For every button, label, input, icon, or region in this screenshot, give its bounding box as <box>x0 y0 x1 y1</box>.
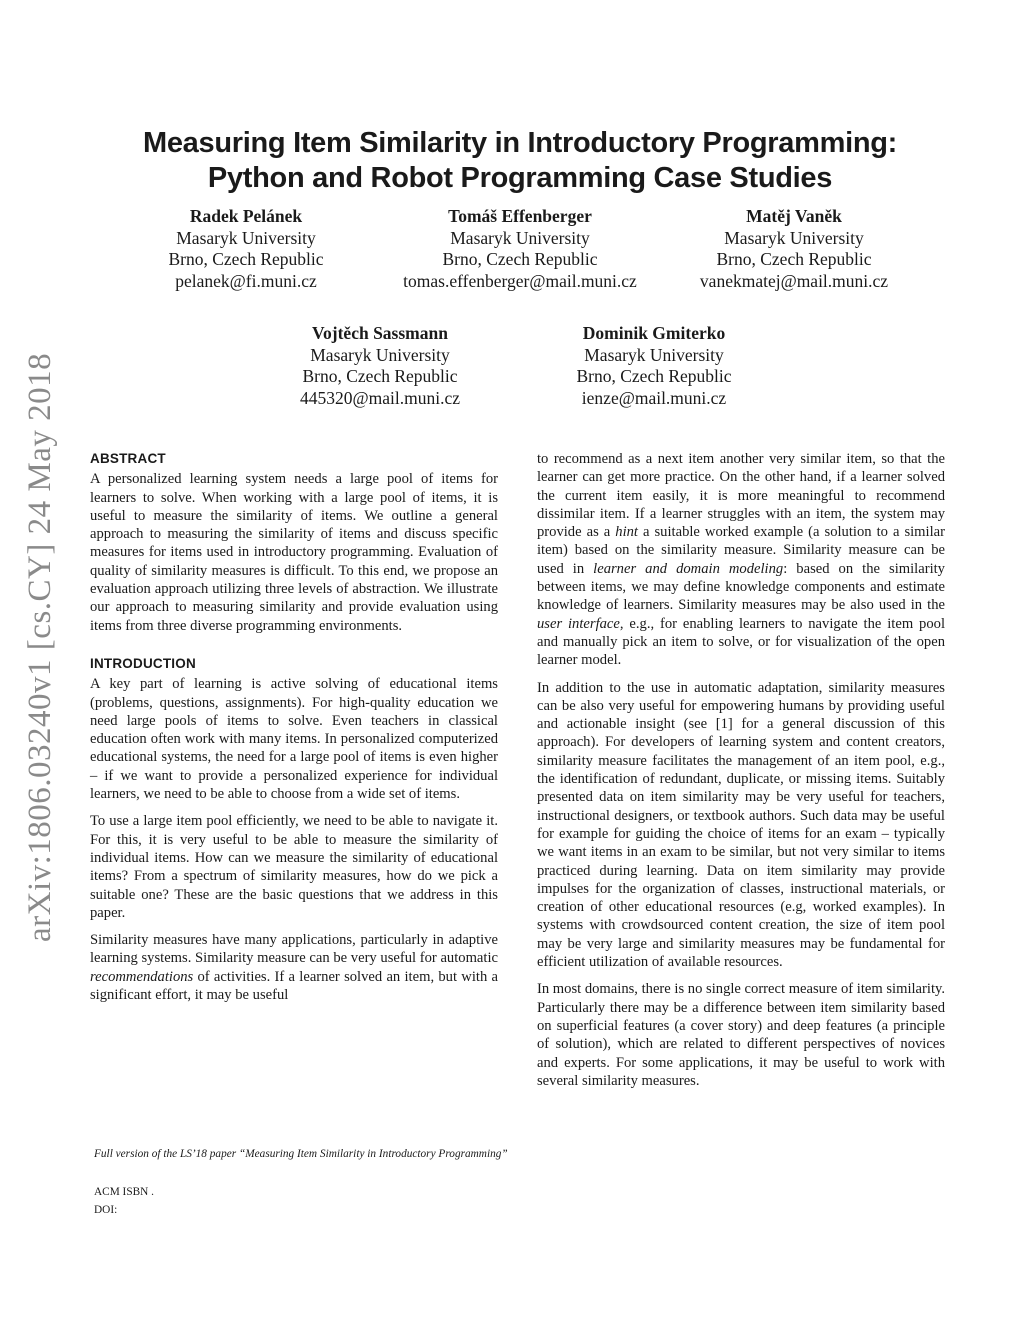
intro-paragraph-3: Similarity measures have many applications, particularly in adaptive learning systems. Similarity measure can be very useful for automatic recommendations of activities. If a learner solved an item, but with a significant effort, it may be useful <box>90 932 498 1004</box>
footnote: Full version of the LS’18 paper “Measuring Item Similarity in Introductory Programming” <box>94 1148 508 1160</box>
author-location: Brno, Czech Republic <box>302 366 458 386</box>
author-block <box>684 206 904 292</box>
emphasis-user-interface: user interface <box>537 615 620 632</box>
author-affiliation: Masaryk University <box>450 227 590 248</box>
author-name: Radek Pelánek <box>189 206 303 226</box>
author-affiliation: Masaryk University <box>724 227 864 248</box>
intro-paragraph-2: To use a large item pool efficiently, we need to be able to navigate it. For this, it is very useful to be able to measure the similarity of individual items. How can we measure the similarity of educational items? From a spectrum of similarity measures, how do we pick a suitable one? These are the basic questions that we address in this paper. <box>90 813 498 921</box>
author-email: 445320@mail.muni.cz <box>300 387 460 408</box>
intro-paragraph-4: to recommend as a next item another very similar item, so that the learner can get more practice. On the other hand, if a learner solved the current item easily, it is more meaningful to recommend dissimilar item. If a learner struggles with an item, the system may provide as a hint a suitable worked example (a solution to a similar item) based on the similarity measure. Similarity measure can be used in learner and domain modeling: based on the similarity between items, we may define knowledge components and estimate knowledge of learners. Similarity measures may be also used in the user interface, e.g., for enabling learners to navigate the item pool and manually pick an item to solve, or for visualization of the open learner model. <box>537 451 945 669</box>
acm-isbn: ACM ISBN . <box>94 1186 154 1198</box>
author-location: Brno, Czech Republic <box>576 366 732 386</box>
arxiv-stamp: arXiv:1806.03240v1 [cs.CY] 24 May 2018 <box>22 352 58 942</box>
author-name: Vojtěch Sassmann <box>312 323 448 343</box>
author-block <box>270 323 490 409</box>
author-affiliation: Masaryk University <box>310 344 450 365</box>
author-location: Brno, Czech Republic <box>168 249 324 269</box>
author-name: Dominik Gmiterko <box>582 323 726 343</box>
title-line-1: Measuring Item Similarity in Introductory Programming: <box>142 127 898 159</box>
author-email: tomas.effenberger@mail.muni.cz <box>403 270 637 291</box>
emphasis-learner-domain-modeling: learner and domain modeling <box>593 560 784 577</box>
author-affiliation: Masaryk University <box>584 344 724 365</box>
intro-paragraph-6: In most domains, there is no single correct measure of item similarity. Particularly there may be a difference between item similarity based on superficial features (a cover story) and deep features (a principle of solution), which are related to different perspectives of novices and experts. For some applications, it may be useful to work with several similarity measures. <box>537 981 945 1089</box>
author-name: Matěj Vaněk <box>746 206 842 226</box>
author-location: Brno, Czech Republic <box>442 249 598 269</box>
paper-title <box>0 126 1024 196</box>
author-email: pelanek@fi.muni.cz <box>175 270 317 291</box>
right-column <box>537 450 945 1099</box>
author-name: Tomáš Effenberger <box>448 206 592 226</box>
author-email: vanekmatej@mail.muni.cz <box>699 270 889 291</box>
author-block <box>146 206 346 292</box>
left-column <box>90 450 498 1013</box>
introduction-heading: INTRODUCTION <box>90 655 196 671</box>
title-line-2: Python and Robot Programming Case Studies <box>207 162 833 194</box>
intro-paragraph-1: A key part of learning is active solving of educational items (problems, questions, assignments). For high-quality education we need large pools of items to solve. Even teachers in classical education often work with many items. In personalized computerized educational systems, the need for a large pool of items is even higher – if we want to provide a personalized experience for individual learners, we need to be able to choose from a wide set of items. <box>90 676 498 803</box>
emphasis-hint: hint <box>615 524 638 541</box>
author-location: Brno, Czech Republic <box>716 249 872 269</box>
abstract-text: A personalized learning system needs a large pool of items for learners to solve. When working with a large pool of items, it is useful to measure the similarity of items. We outline a general approach to measuring the similarity of items and discuss specific measures for items used in introductory programming. Evaluation of quality of similarity measures is difficult. To this end, we propose an evaluation approach utilizing three levels of abstraction. We illustrate our approach to measuring similarity and provide evaluation using items from three diverse programming environments. <box>90 471 498 634</box>
author-block <box>370 206 670 292</box>
author-affiliation: Masaryk University <box>176 227 316 248</box>
author-email: ienze@mail.muni.cz <box>581 387 727 408</box>
doi: DOI: <box>94 1204 118 1216</box>
emphasis-recommendations: recommendations <box>90 968 194 985</box>
abstract-heading: ABSTRACT <box>90 451 166 466</box>
author-block <box>544 323 764 409</box>
intro-paragraph-5: In addition to the use in automatic adaptation, similarity measures can be also very useful for empowering humans by providing useful and actionable insight (see [1] for a general discussion of this approach). For developers of learning system and content creators, similarity measure facilitates the management of an item pool, e.g., the identification of redundant, duplicate, or missing items. Suitably presented data on item similarity may be very useful for teachers, instructional designers, or textbook authors. Such data may be useful for example for guiding the choice of items for an exam – typically we want items in an exam to be similar, but not very similar to items practiced during learning. Data on item similarity may provide impulses for the organization of classes, instructional materials, or creation of other educational resources (e.g, worked examples). In systems with crowdsourced content creation, the size of item pool may be very large and similarity measures may be fundamental for efficient utilization of available resources. <box>537 679 945 971</box>
